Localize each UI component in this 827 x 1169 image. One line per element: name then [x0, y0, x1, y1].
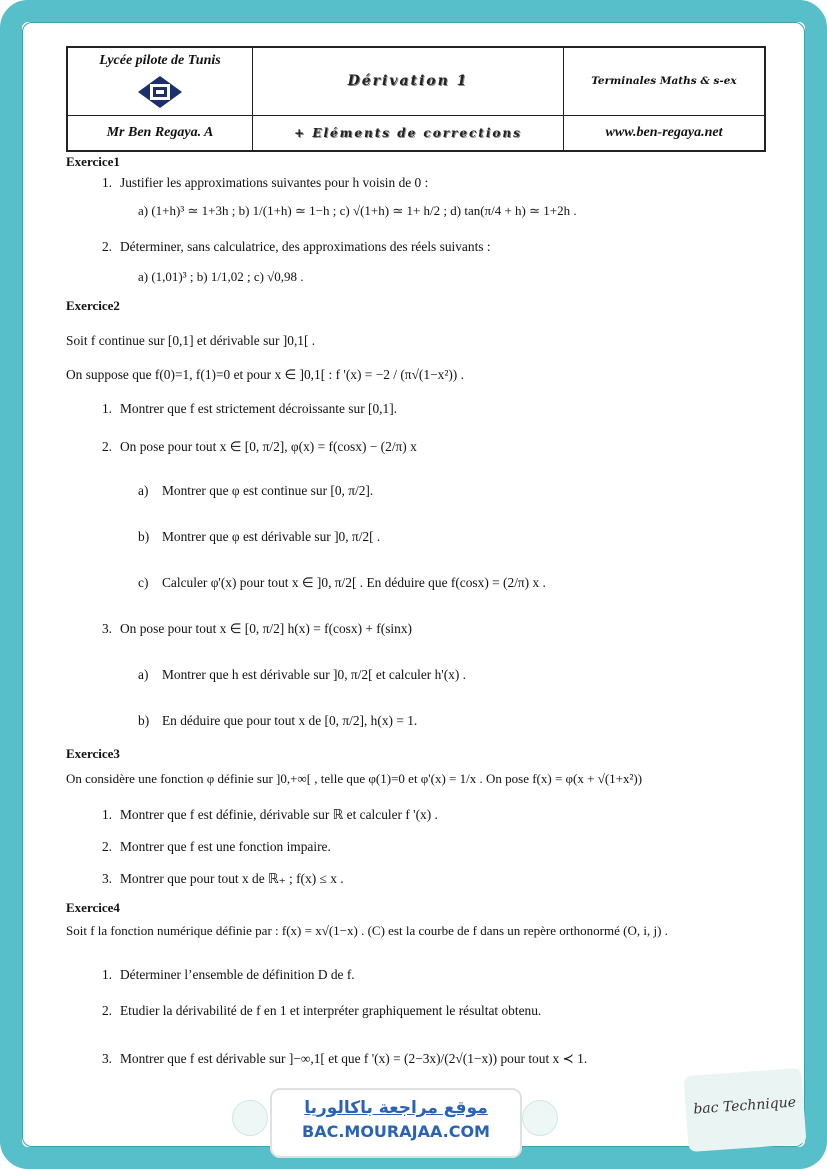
question-text: On pose pour tout x ∈ [0, π/2] h(x) = f(cosx) + f(sinx) — [120, 621, 412, 636]
subquestion-text: En déduire que pour tout x de [0, π/2], h(x) = 1. — [162, 713, 418, 728]
subquestion-text: Calculer φ'(x) pour tout x ∈ ]0, π/2[ . En déduire que f(cosx) = (2/π) x . — [162, 575, 546, 590]
exercise3-title: Exercice3 — [66, 746, 120, 761]
subquestion-text: Montrer que φ est dérivable sur ]0, π/2[ . — [162, 529, 381, 544]
exercise3-question3 — [66, 870, 766, 888]
question-text: On pose pour tout x ∈ [0, π/2], φ(x) = f(cosx) − (2/π) x — [120, 439, 417, 454]
footer-arabic-text: موقع مراجعة باكالوريا — [304, 1098, 488, 1118]
exercise2-question2b — [66, 528, 766, 546]
question-text: Montrer que f est strictement décroissante sur [0,1]. — [120, 401, 398, 416]
question-text: Déterminer, sans calculatrice, des approximations des réels suivants : — [120, 239, 491, 254]
subquestion-label: b) — [138, 529, 150, 544]
question-number: 2. — [101, 439, 112, 454]
exercise1-approximations: a) (1+h)³ ≃ 1+3h ; b) 1/(1+h) ≃ 1−h ; c) √(1+h) ≃ 1+ h/2 ; d) tan(π/4 + h) ≃ 1+2h . — [138, 203, 577, 218]
footer-right-icon — [522, 1100, 558, 1136]
exercise4-question2 — [66, 1002, 766, 1020]
question-text: Etudier la dérivabilité de f en 1 et interpréter graphiquement le résultat obtenu. — [120, 1003, 542, 1018]
question-number: 1. — [101, 967, 112, 982]
question-text: Montrer que f est dérivable sur ]−∞,1[ et que f '(x) = (2−3x)/(2√(1−x)) pour tout x ≺ 1. — [120, 1051, 588, 1066]
question-text: Montrer que f est définie, dérivable sur ℝ et calculer f '(x) . — [120, 807, 438, 822]
exercise1-question2 — [66, 238, 766, 256]
question-number: 3. — [101, 871, 112, 886]
school-name: Lycée pilote de Tunis — [99, 53, 221, 69]
question-number: 2. — [101, 1003, 112, 1018]
question-text: Montrer que f est une fonction impaire. — [120, 839, 331, 854]
footer-site-link[interactable]: BAC.MOURAJAA.COM — [302, 1122, 490, 1141]
header-level-cell — [564, 47, 766, 115]
exercise2-question2c — [66, 574, 766, 592]
subquestion-label: a) — [138, 667, 149, 682]
exercise4-question3 — [66, 1050, 766, 1068]
header-school-cell — [67, 47, 253, 115]
question-number: 3. — [101, 621, 112, 636]
exercise4-title: Exercice4 — [66, 900, 120, 915]
school-logo-icon — [137, 75, 183, 109]
exercise2-question3 — [66, 620, 766, 638]
footer-left-icon — [232, 1100, 268, 1136]
exercise2-question2a — [66, 482, 766, 500]
question-text: Justifier les approximations suivantes pour h voisin de 0 : — [120, 175, 429, 190]
question-number: 2. — [101, 839, 112, 854]
website-link[interactable]: www.ben-regaya.net — [605, 124, 723, 140]
question-text: Déterminer l’ensemble de définition D de f. — [120, 967, 355, 982]
question-number: 3. — [101, 1051, 112, 1066]
question-number: 1. — [101, 401, 112, 416]
question-number: 1. — [101, 175, 112, 190]
question-number: 1. — [101, 807, 112, 822]
exercise3-intro: On considère une fonction φ définie sur ]0,+∞[ , telle que φ(1)=0 et φ'(x) = 1/x . On pose f(x) = φ(x + √(1+x²)) — [66, 771, 643, 786]
exercise3-question2 — [66, 838, 766, 856]
header-website-cell — [564, 115, 766, 151]
exercise1-question1 — [66, 174, 766, 192]
footer-badge[interactable] — [270, 1088, 522, 1158]
exercise1-title: Exercice1 — [66, 154, 120, 169]
exercise2-intro2: On suppose que f(0)=1, f(1)=0 et pour x ∈ ]0,1[ : f '(x) = −2 / (π√(1−x²)) . — [66, 367, 464, 382]
author-name: Mr Ben Regaya. A — [106, 124, 214, 140]
subquestion-text: Montrer que h est dérivable sur ]0, π/2[ et calculer h'(x) . — [162, 667, 467, 682]
subquestion-label: a) — [138, 483, 149, 498]
question-number: 2. — [101, 239, 112, 254]
exercise4-question1 — [66, 966, 766, 984]
header-title-cell — [253, 47, 564, 115]
exercise2-question3b — [66, 712, 766, 730]
document-title: Dérivation 1 — [347, 73, 469, 90]
bac-technique-stamp — [683, 1068, 806, 1152]
stamp-text: bac Technique — [692, 1094, 797, 1118]
header-subtitle-cell — [253, 115, 564, 151]
class-level: Terminales Maths & s-ex — [591, 75, 737, 88]
exercise2-question3a — [66, 666, 766, 684]
header-author-cell — [67, 115, 253, 151]
exercise2-question1 — [66, 400, 766, 418]
document-page — [66, 46, 766, 1068]
header-table — [66, 46, 766, 152]
subquestion-label: c) — [138, 575, 149, 590]
exercise4-intro: Soit f la fonction numérique définie par : f(x) = x√(1−x) . (C) est la courbe de f dans un repère orthonormé (O, i, j) . — [66, 923, 668, 938]
exercise3-question1 — [66, 806, 766, 824]
document-subtitle: + Eléments de corrections — [294, 125, 522, 140]
exercise2-intro1: Soit f continue sur [0,1] et dérivable sur ]0,1[ . — [66, 333, 316, 348]
subquestion-label: b) — [138, 713, 150, 728]
exercise2-title: Exercice2 — [66, 298, 120, 313]
exercise2-question2 — [66, 438, 766, 456]
exercise1-reals: a) (1,01)³ ; b) 1/1,02 ; c) √0,98 . — [138, 269, 304, 284]
subquestion-text: Montrer que φ est continue sur [0, π/2]. — [162, 483, 374, 498]
question-text: Montrer que pour tout x de ℝ₊ ; f(x) ≤ x . — [120, 871, 344, 886]
